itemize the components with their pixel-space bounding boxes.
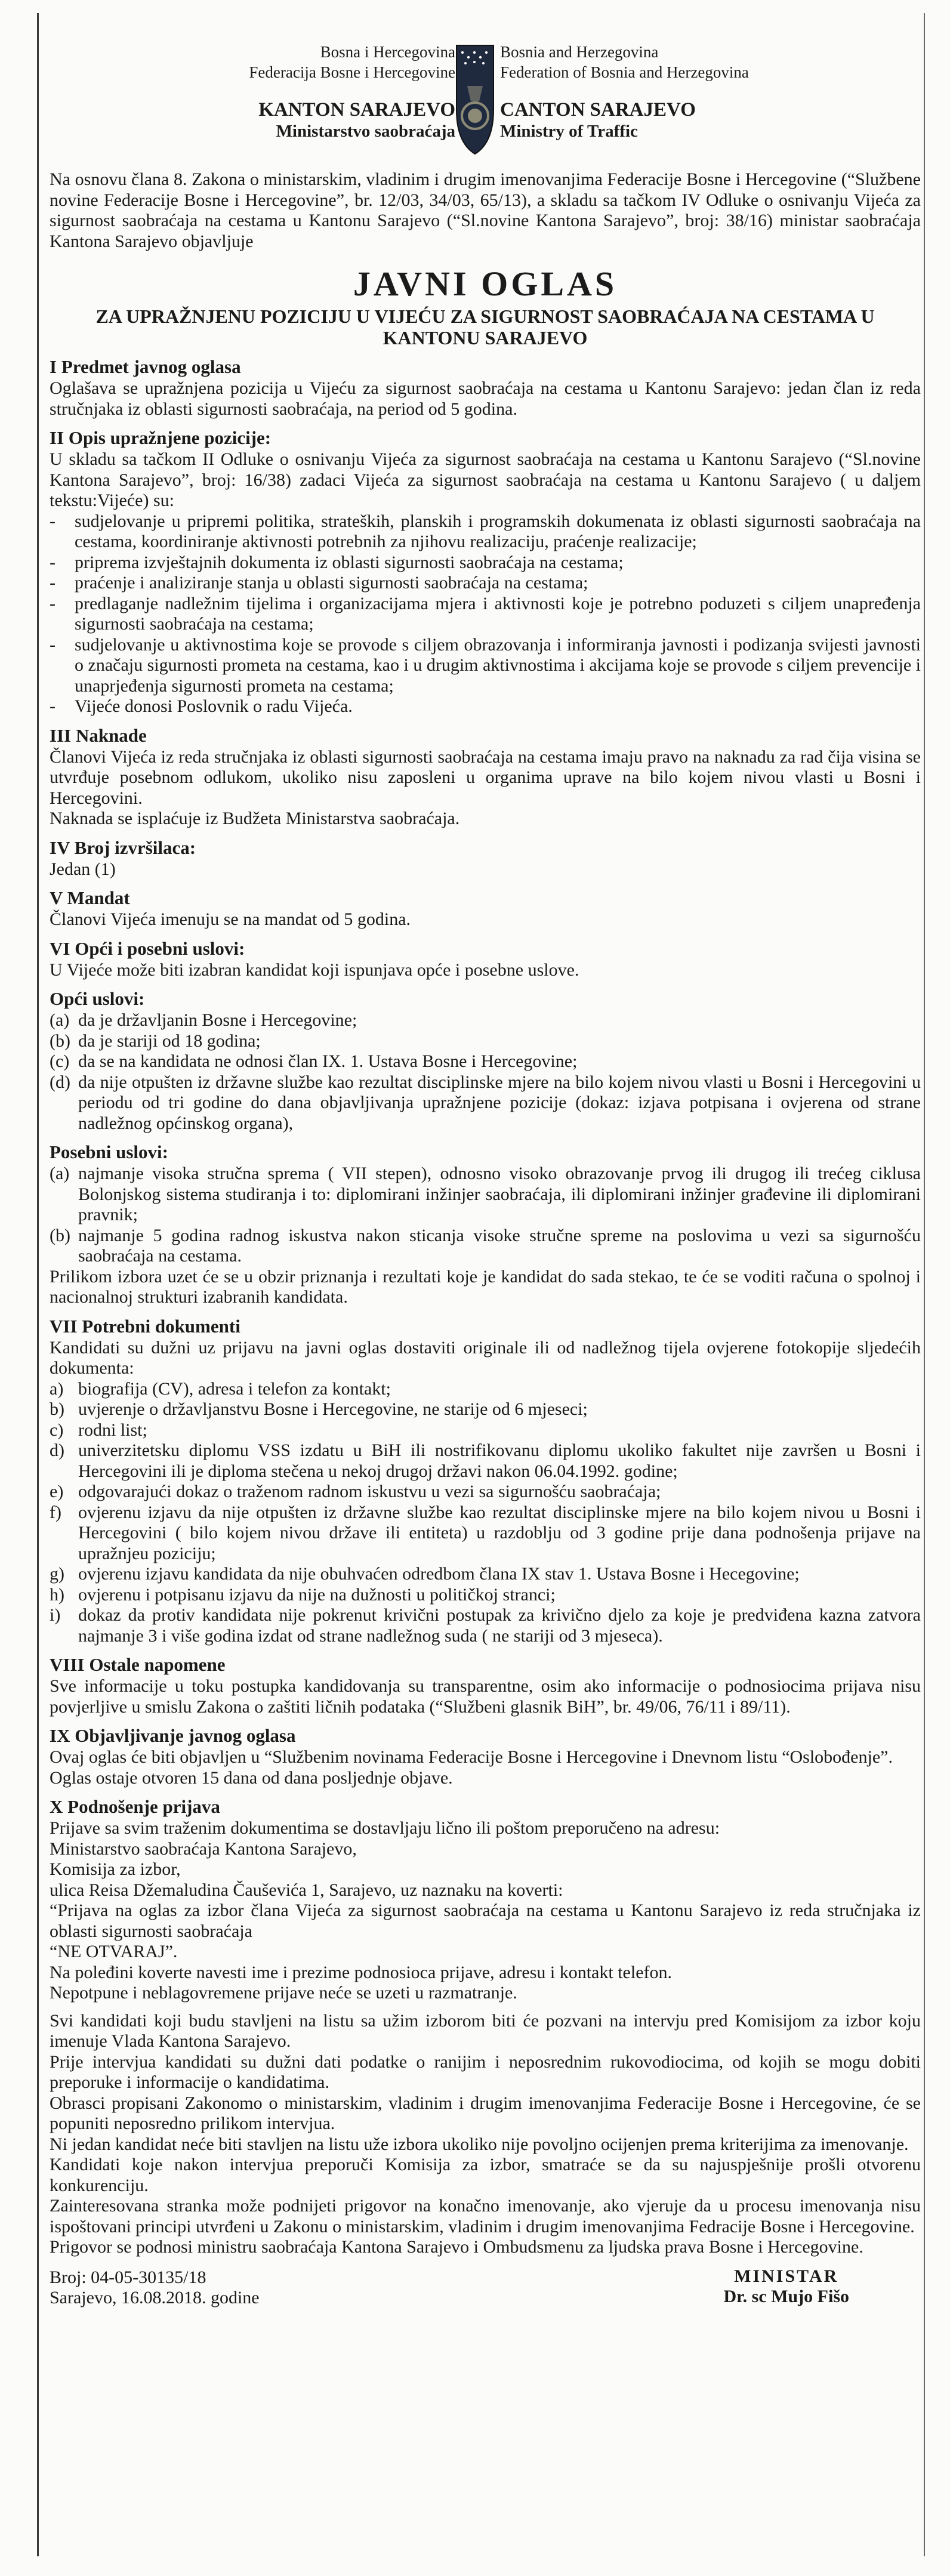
left-ministry: Ministarstvo saobraćaja [276, 122, 455, 141]
signature-block [723, 2266, 849, 2307]
submission-line: Prijave sa svim traženim dokumentima se dostavljaju lično ili poštom preporučeno na adresu: [50, 1818, 720, 1838]
reference-number: Broj: 04-05-30135/18 [50, 2267, 206, 2287]
coat-of-arms-icon [455, 44, 495, 155]
selection-note: Prilikom izbora uzet će se u obzir priznanja i rezultati koje je kandidat do sada stekao, te će se voditi računa o spolnoj i nacionalnoj strukturi izabranih kandidata. [50, 1266, 921, 1307]
section-heading-5: V Mandat [50, 887, 130, 908]
right-country: Bosnia and Herzegovina [500, 43, 659, 61]
procedure-paragraph: Kandidati koje nakon intervjua preporuči Komisija za izbor, smatraće se da su najuspješnije prošli otvorenu konkurenciju. [50, 2155, 921, 2195]
right-federation: Federation of Bosnia and Herzegovina [500, 63, 749, 81]
tasks-list [50, 511, 921, 717]
list-item: (c) da se na kandidata ne odnosi član IX. 1. Ustava Bosne i Hercegovine; [50, 1051, 578, 1071]
section-text-2: U skladu sa tačkom II Odluke o osnivanju Vijeća za sigurnost saobraćaja na cestama u Kantonu Sarajevo (“Sl.novine Kantona Sarajevo”, broj: 16/38) zadaci Vijeća za sigurnost saobraćaja na cestama u Kantonu Sarajevo ( u daljem tekstu:Vijeće) su: [50, 449, 921, 510]
letterhead-left [249, 42, 455, 142]
address-line: Ministarstvo saobraćaja Kantona Sarajevo, [50, 1838, 357, 1859]
announcement-body [50, 13, 921, 2330]
section-heading-6: VI Opći i posebni uslovi: [50, 937, 245, 959]
list-item: e) odgovarajući dokaz o traženom radnom iskustvu u vezi sa sigurnošću saobraćaja; [50, 1482, 661, 1501]
list-item: (b) najmanje 5 godina radnog iskustva nakon sticanja visoke stručne spreme na poslovima u vezi sa sigurnošću saobraćaja na cestama. [50, 1225, 921, 1266]
list-item: - priprema izvještajnih dokumenta iz oblasti sigurnosti saobraćaja na cestama; [50, 552, 624, 572]
section-text-7: Kandidati su dužni uz prijavu na javni oglas dostaviti originale ili od nadležnog tijela ovjerene fotokopije sljedećih dokumenta: [50, 1337, 921, 1378]
address-line: Komisija za izbor, [50, 1859, 181, 1879]
section-heading-9: IX Objavljivanje javnog oglasa [50, 1725, 296, 1746]
list-item: b) uvjerenje o državljanstvu Bosne i Hercegovine, ne starije od 6 mjeseci; [50, 1399, 588, 1419]
signer-title: MINISTAR [734, 2266, 839, 2286]
list-item: (a) najmanje visoka stručna sprema ( VII stepen), odnosno visoko obrazovanje prvog ili drugog ili trećeg ciklusa Bolonjskog sistema studiranja i to: diplomirani inžinjer saobraćaja, ili diplomirani inžinjer građevine ili diplomirani pravnik; [50, 1164, 921, 1224]
letterhead [50, 13, 921, 166]
list-item: (d) da nije otpušten iz državne službe kao rezultat disciplinske mjere na bilo kojem nivou vlasti u Bosni i Hercegovini u periodu od tri godine do dana objavljivanja upražnjene pozicije (dokaz: izjava potpisana i ovjerena od strane nadležnog općinskog organa), [50, 1072, 921, 1133]
section-text-5: Članovi Vijeća imenuju se na mandat od 5 godina. [50, 909, 411, 929]
section-heading-1: I Predmet javnog oglasa [50, 356, 241, 377]
procedure-paragraph: Prigovor se podnosi ministru saobraćaja Kantona Sarajevo i Ombudsmenu za ljudska prava Bosne i Hercegovine. [50, 2237, 863, 2257]
section-heading-8: VIII Ostale napomene [50, 1654, 226, 1675]
list-item: c) rodni list; [50, 1420, 147, 1440]
list-item: - sudjelovanje u pripremi politika, strateških, planskih i programskih dokumenata iz oblasti sigurnosti saobraćaja na cestama, koordiniranje aktivnosti potrebnih za njihovu realizaciju, praćenje realizacije; [50, 511, 921, 551]
procedure-paragraph: Zainteresovana stranka može podnijeti prigovor na konačno imenovanje, ako vjeruje da u procesu imenovanja nisu ispoštovani principi utvrđeni u Zakonu o ministarskim, vladinim i drugim imenovanjima Fedracije Bosne i Hercegovine. [50, 2196, 921, 2236]
left-federation: Federacija Bosne i Hercegovine [249, 63, 455, 81]
documents-list [50, 1379, 921, 1647]
section-text-9b: Oglas ostaje otvoren 15 dana od dana posljednje objave. [50, 1767, 453, 1788]
submission-line: Na poleđini koverte navesti ime i prezime podnosioca prijave, adresu i kontakt telefon. [50, 1962, 672, 1982]
letterhead-right [500, 42, 749, 142]
list-item: (a) da je državljanin Bosne i Hercegovine; [50, 1010, 357, 1030]
reference-block [50, 2268, 260, 2309]
section-heading-3: III Naknade [50, 724, 147, 746]
list-item: (b) da je stariji od 18 godina; [50, 1031, 261, 1051]
section-text-1: Oglašava se upražnjena pozicija u Vijeću za sigurnost saobraćaja na cestama u Kantonu Sarajevo: jedan član iz reda stručnjaka iz oblasti sigurnosti saobraćaja, na period od 5 godina. [50, 378, 921, 419]
intro-paragraph: Na osnovu člana 8. Zakona o ministarskim, vladinim i drugim imenovanjima Federacije Bosne i Hercegovine (“Službene novine Federacije Bosne i Hercegovine”, br. 12/03, 34/03, 65/13), a skladu sa tačkom IV Odluke o osnivanju Vijeća za sigurnost saobraćaja na cestama u Kantonu Sarajevo (“Sl.novine Kantona Sarajevo”, broj: 38/16) ministar saobraćaja Kantona Sarajevo objavljuje [50, 169, 921, 251]
section-text-3b: Naknada se isplaćuje iz Budžeta Ministarstva saobraćaja. [50, 809, 460, 828]
procedure-paragraph: Svi kandidati koji budu stavljeni na listu sa užim izborom biti će pozvani na intervju pred Komisijom za izbor koju imenuje Vlada Kantona Sarajevo. [50, 2010, 921, 2051]
section-text-9a: Ovaj oglas će biti objavljen u “Službenim novinama Federacije Bosne i Hercegovine i Dnevnom listu “Oslobođenje”. [50, 1747, 893, 1767]
list-item: d) univerzitetsku diplomu VSS izdatu u BiH ili nostrifikovanu diplomu ukoliko fakultet nije završen u Bosni i Hercegovini ili je diploma stečena u nekoj drugoj državi nakon 06.04.1992. godine; [50, 1440, 921, 1481]
page-subtitle: ZA UPRAŽNJENU POZICIJU U VIJEĆU ZA SIGURNOST SAOBRAĆAJA NA CESTAMA U KANTONU SARAJEVO [95, 306, 875, 348]
list-item: g) ovjerenu izjavu kandidata da nije obuhvaćen odredbom člana IX stav 1. Ustava Bosne i Hecegovine; [50, 1564, 800, 1584]
section-heading-4: IV Broj izvršilaca: [50, 837, 196, 858]
section-text-6: U Vijeće može biti izabran kandidat koji ispunjava opće i posebne uslove. [50, 960, 579, 980]
section-text-4: Jedan (1) [50, 859, 116, 879]
footer [50, 2264, 921, 2330]
right-canton: CANTON SARAJEVO [500, 99, 696, 121]
list-item: - predlaganje nadležnim tijelima i organizacijama mjera i aktivnosti koje je potrebno poduzeti s ciljem unapređenja sigurnosti saobraćaja na cestama; [50, 593, 921, 634]
procedure-paragraph: Obrasci propisani Zakonomo o ministarskim, vladinim i drugim imenovanjima Federacije Bosne i Hercegovine, će se popuniti neposredno prilikom intervjua. [50, 2093, 921, 2133]
special-conditions-list [50, 1164, 921, 1267]
procedure-paragraph: Prije intervjua kandidati su dužni dati podatke o ranijim i neposrednim rukovodiocima, od kojih se mogu dobiti preporuke i informacije o kandidatima. [50, 2051, 921, 2092]
right-ministry: Ministry of Traffic [500, 122, 638, 141]
list-item: a) biografija (CV), adresa i telefon za kontakt; [50, 1378, 391, 1399]
section-heading-10: X Podnošenje prijava [50, 1796, 220, 1817]
list-item: i) dokaz da protiv kandidata nije pokrenut krivični postupak za krivično djelo za koje je predviđena kazna zatvora najmanje 3 i više godina izdat od strane nadležnog suda ( ne stariji od 3 mjeseca). [50, 1605, 921, 1646]
left-canton: KANTON SARAJEVO [258, 99, 455, 121]
general-conditions-list [50, 1010, 921, 1134]
submission-line: Nepotpune i neblagovremene prijave neće se uzeti u razmatranje. [50, 1983, 517, 2003]
left-country: Bosna i Hercegovina [320, 43, 455, 61]
special-conditions-heading: Posebni uslovi: [50, 1142, 168, 1162]
procedure-paragraph: Ni jedan kandidat neće biti stavljen na listu uže izbora ukoliko nije povoljno ocijenjen prema kriterijima za imenovanje. [50, 2134, 909, 2154]
public-announcement [37, 13, 925, 2556]
section-text-3a: Članovi Vijeća iz reda stručnjaka iz oblasti sigurnosti saobraćaja na cestama imaju pravo na naknadu za rad čija visina se utvrđuje posebnom odlukom, ukoliko nisu zaposleni u organima uprave na bilo kojem nivou vlasti u Bosni i Hercegovini. [50, 746, 921, 808]
list-item: f) ovjerenu izjavu da nije otpušten iz državne službe kao rezultat disciplinske mjere na bilo kojem nivou u Bosni i Hercegovini ( bilo kojem nivou države ili entiteta) u razdoblju od 3 godine prije dana podnošenja prijave na upražnjeu poziciju; [50, 1502, 921, 1563]
signer-name: Dr. sc Mujo Fišo [723, 2287, 849, 2306]
section-heading-7: VII Potrebni dokumenti [50, 1315, 240, 1337]
list-item: - praćenje i analiziranje stanja u oblasti sigurnosti saobraćaja na cestama; [50, 573, 588, 593]
page-title: JAVNI OGLAS [353, 264, 618, 303]
envelope-label: “NE OTVARAJ”. [50, 1942, 178, 1961]
list-item: - Vijeće donosi Poslovnik o radu Vijeća. [50, 696, 353, 716]
address-line: ulica Reisa Džemaludina Čauševića 1, Sarajevo, uz naznaku na koverti: [50, 1880, 563, 1900]
section-heading-2: II Opis upražnjene pozicije: [50, 427, 272, 448]
list-item: h) ovjerenu i potpisanu izjavu da nije na dužnosti u političkoj stranci; [50, 1584, 556, 1605]
section-text-8: Sve informacije u toku postupka kandidovanja su transparentne, osim ako informacije o podnosiocima prijava nisu povjerljive u smislu Zakona o zaštiti ličnih podataka (“Službeni glasnik BiH”, br. 49/06, 76/11 i 89/11). [50, 1676, 921, 1717]
list-item: - sudjelovanje u aktivnostima koje se provode s ciljem obrazovanja i informiranja javnosti i podizanja svijesti javnosti o značaju sigurnosti prometa na cestama, kao i u drugim aktivnostima i akcijama koje se provode s ciljem prevencije i unaprjeđenja sigurnosti prometa na cestama; [50, 634, 921, 696]
envelope-label: “Prijava na oglas za izbor člana Vijeća za sigurnost saobraćaja na cestama u Kantonu Sarajevo iz reda stručnjaka iz oblasti sigurnosti saobraćaja [50, 1901, 921, 1941]
general-conditions-heading: Opći uslovi: [50, 988, 145, 1009]
reference-date: Sarajevo, 16.08.2018. godine [50, 2288, 260, 2307]
